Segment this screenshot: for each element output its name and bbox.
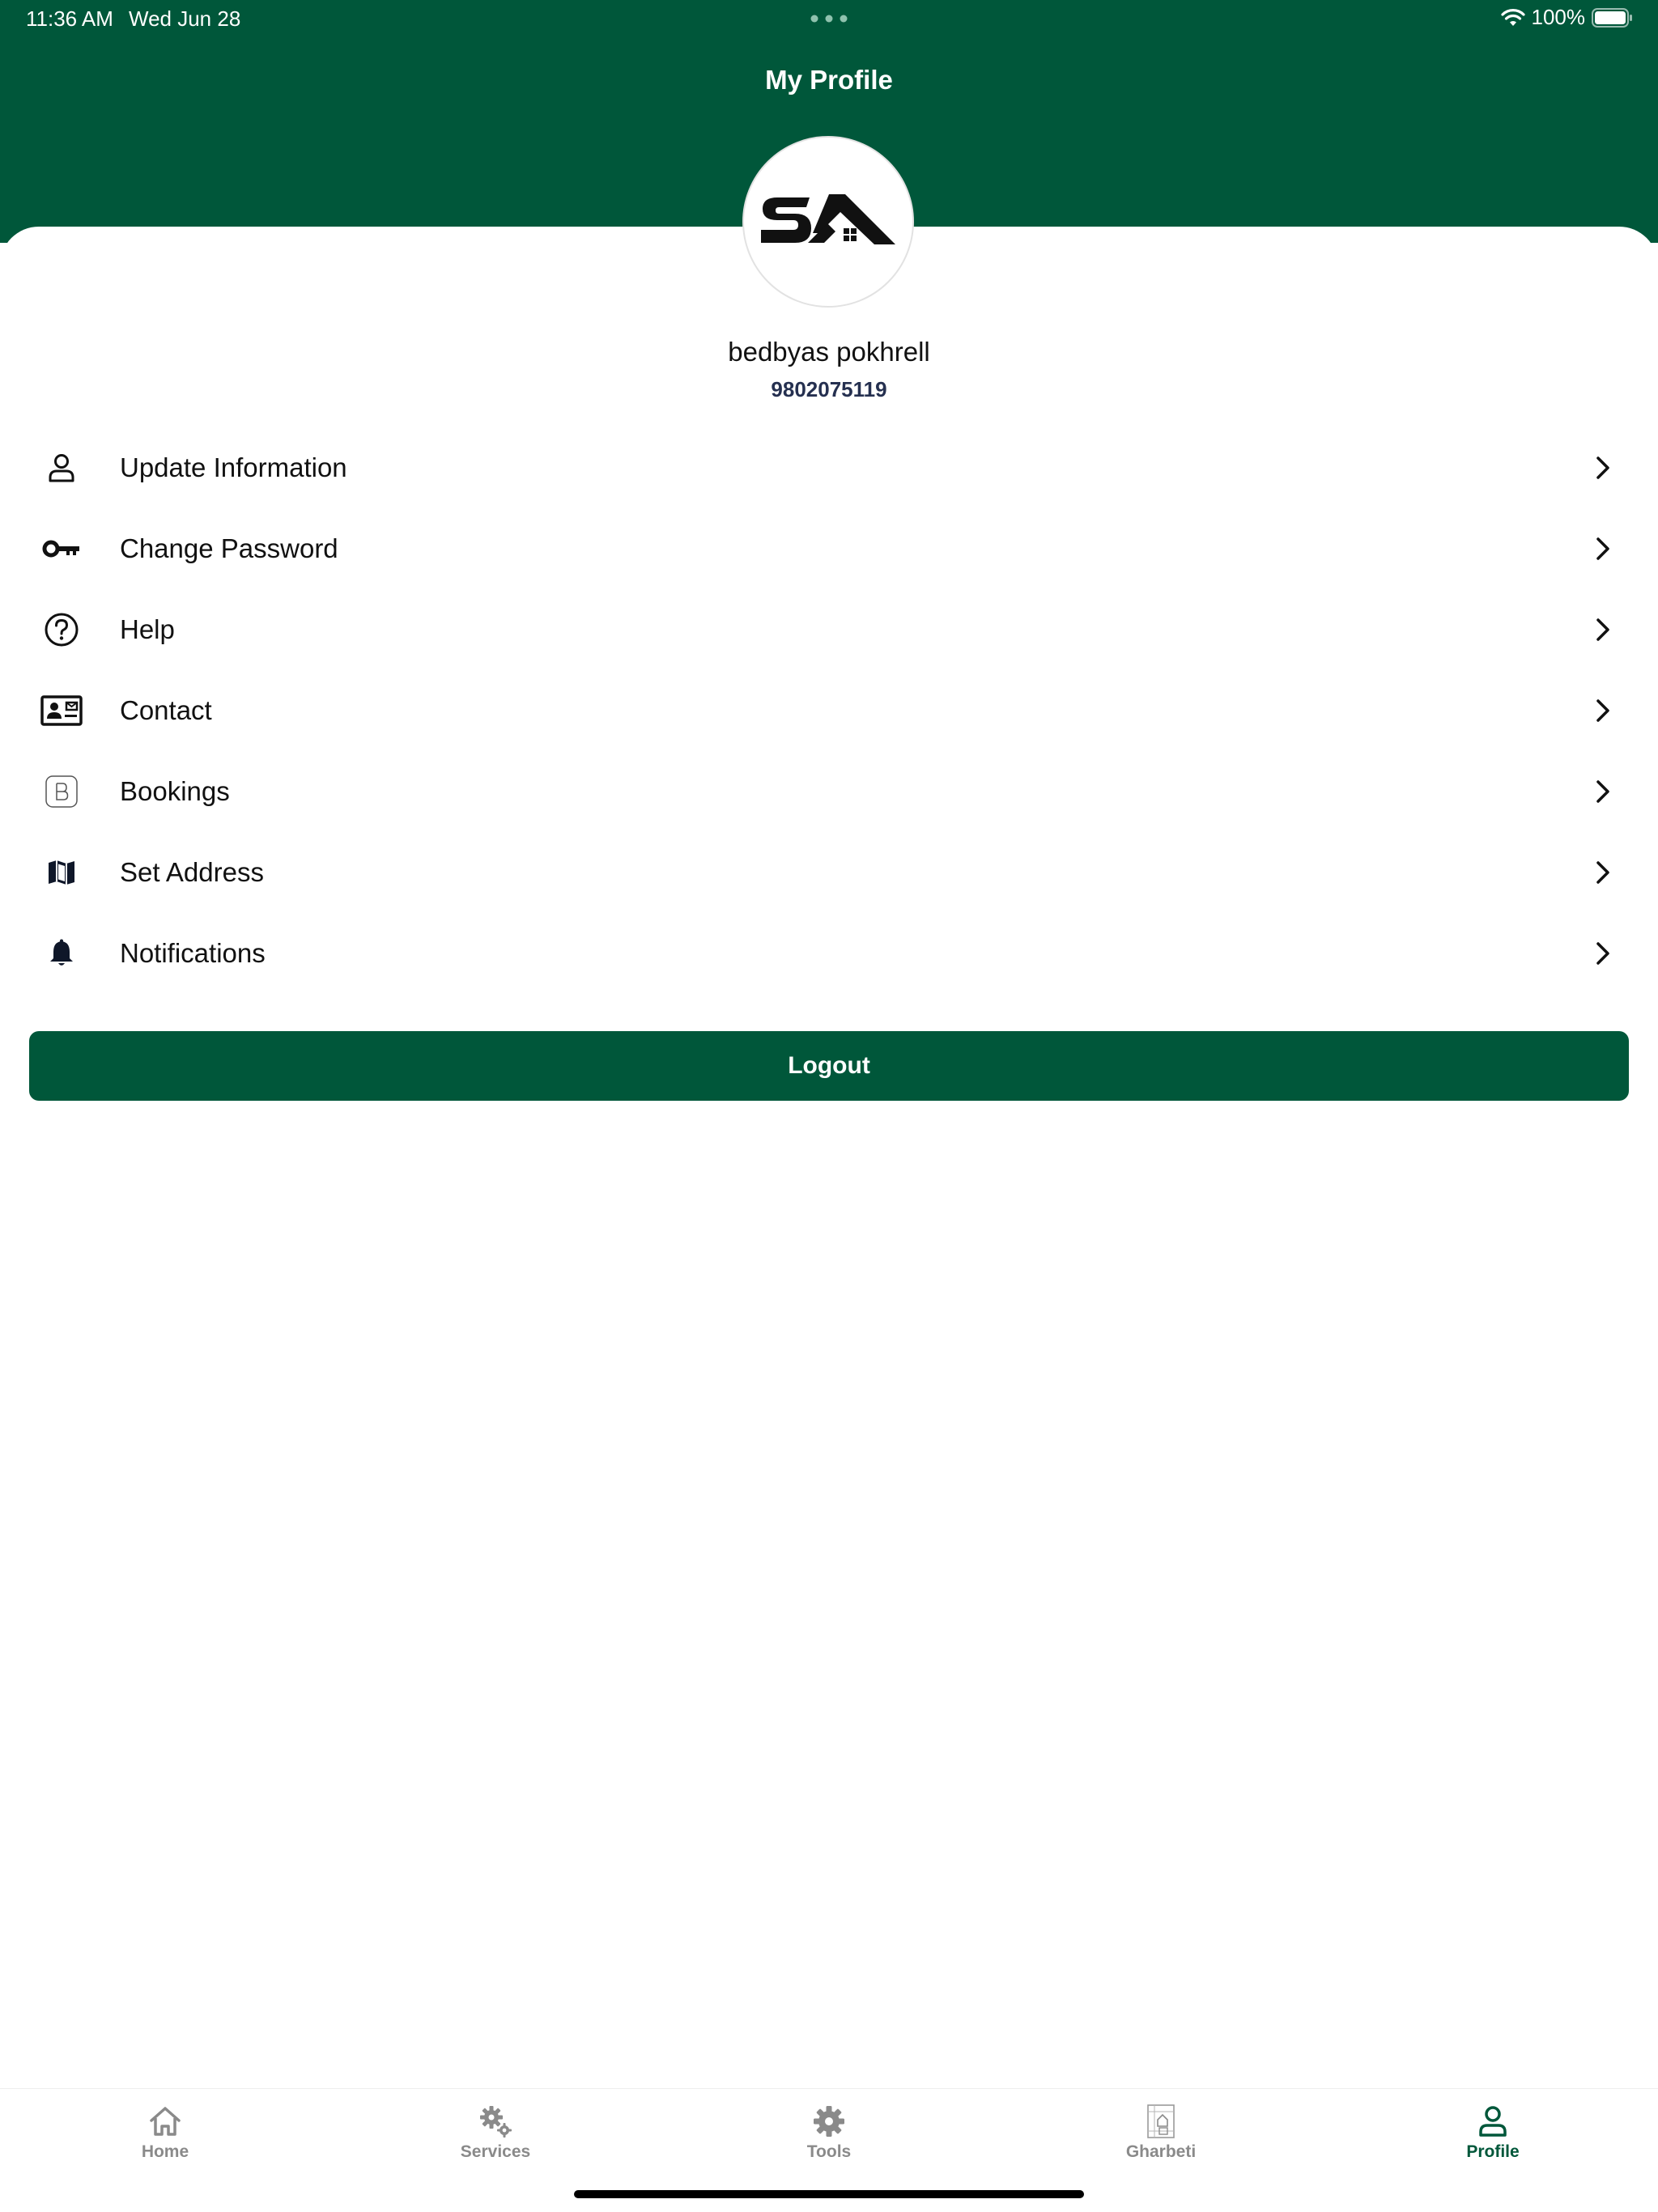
- tab-label: Gharbeti: [1125, 2142, 1197, 2161]
- status-bar: [0, 0, 1658, 39]
- menu-item-label: Notifications: [120, 938, 266, 968]
- tab-tools[interactable]: [748, 2104, 910, 2176]
- chevron-right-icon: [1588, 615, 1618, 644]
- battery-percent: 100%: [1531, 5, 1585, 29]
- menu-item-help[interactable]: [0, 589, 1658, 670]
- menu-item-label: Update Information: [120, 452, 347, 482]
- gears-icon: [478, 2104, 513, 2139]
- chevron-right-icon: [1588, 696, 1618, 725]
- menu-item-contact[interactable]: [0, 670, 1658, 751]
- chevron-right-icon: [1588, 939, 1618, 968]
- menu-item-label: Bookings: [120, 776, 230, 806]
- chevron-right-icon: [1588, 453, 1618, 482]
- menu-item-label: Change Password: [120, 533, 338, 563]
- gear-icon: [811, 2104, 847, 2139]
- tab-label: Services: [460, 2142, 531, 2161]
- tab-profile[interactable]: [1412, 2104, 1574, 2176]
- menu-item-bookings[interactable]: [0, 751, 1658, 832]
- help-circle-icon: [37, 605, 86, 654]
- tab-services[interactable]: [414, 2104, 576, 2176]
- status-indicators: [1501, 5, 1635, 30]
- battery-icon: [1592, 7, 1634, 28]
- menu-item-label: Contact: [120, 695, 212, 725]
- map-icon: [37, 848, 86, 897]
- logout-button[interactable]: Logout: [29, 1031, 1629, 1101]
- wifi-icon: [1501, 8, 1525, 28]
- page-title: My Profile: [765, 65, 893, 95]
- status-date: Wed Jun 28: [129, 6, 241, 31]
- multitasking-dots-icon[interactable]: [810, 15, 848, 23]
- profile-menu: [0, 427, 1658, 994]
- key-icon: [37, 524, 86, 573]
- bell-icon: [37, 929, 86, 978]
- chevron-right-icon: [1588, 777, 1618, 806]
- home-indicator[interactable]: [574, 2190, 1084, 2198]
- tab-label: Tools: [806, 2142, 852, 2161]
- menu-item-label: Help: [120, 614, 175, 644]
- tab-home[interactable]: [84, 2104, 246, 2176]
- building-plan-icon: [1143, 2104, 1179, 2139]
- user-phone: 9802075119: [771, 377, 887, 401]
- menu-item-change-password[interactable]: [0, 508, 1658, 589]
- user-name: bedbyas pokhrell: [728, 337, 930, 367]
- contact-card-icon: [37, 686, 86, 735]
- menu-item-label: Set Address: [120, 857, 264, 887]
- tab-label: Profile: [1466, 2142, 1520, 2161]
- bookings-b-icon: [37, 767, 86, 816]
- sa-logo: [759, 189, 897, 254]
- menu-item-notifications[interactable]: [0, 913, 1658, 994]
- chevron-right-icon: [1588, 858, 1618, 887]
- tab-gharbeti[interactable]: [1080, 2104, 1242, 2176]
- person-icon: [1475, 2104, 1511, 2139]
- menu-item-set-address[interactable]: [0, 832, 1658, 913]
- avatar[interactable]: [742, 136, 914, 308]
- tab-label: Home: [141, 2142, 189, 2161]
- chevron-right-icon: [1588, 534, 1618, 563]
- menu-item-update-information[interactable]: [0, 427, 1658, 508]
- person-icon: [37, 444, 86, 492]
- status-time: 11:36 AM: [26, 6, 113, 31]
- home-icon: [147, 2104, 183, 2139]
